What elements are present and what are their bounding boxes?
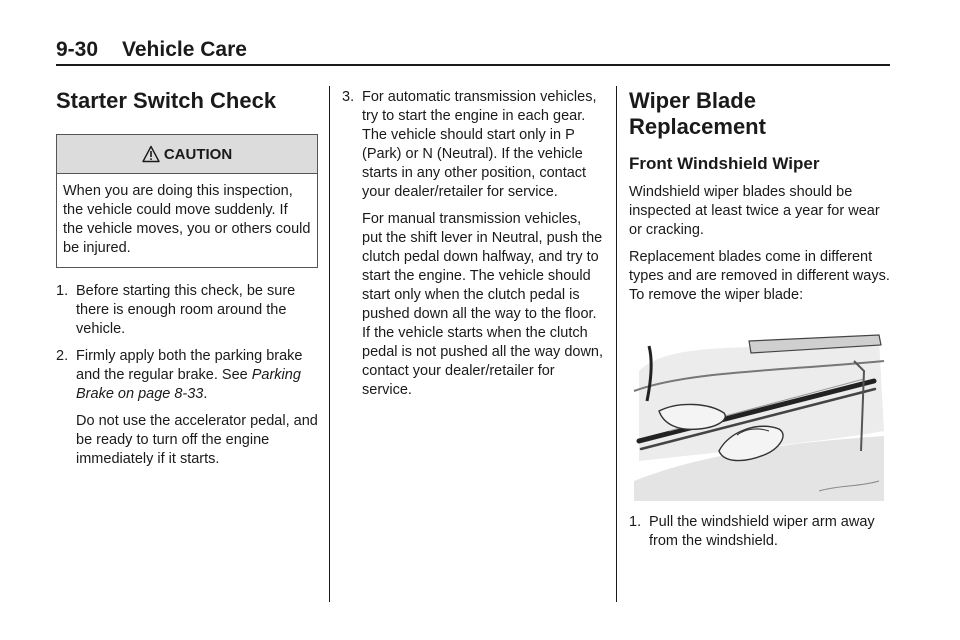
front-wiper-subheading: Front Windshield Wiper [629, 154, 820, 173]
column-divider-2 [616, 86, 617, 602]
warning-icon [142, 145, 160, 163]
list-item [342, 88, 604, 400]
wiper-paragraph-2: Replacement blades come in different types and are removed in different ways. To remove the wiper blade: [629, 249, 890, 303]
step-number: 1. [629, 514, 642, 530]
starter-steps [56, 282, 318, 469]
column-3 [629, 88, 891, 551]
running-header [56, 38, 247, 62]
wiper-steps [629, 513, 891, 551]
step-text: Firmly apply both the parking brake and the regular brake. See [76, 348, 303, 383]
step-note: For manual transmission vehicles, put the shift lever in Neutral, push the clutch pedal down halfway, and try to start the engine. The vehicle should start only when the clutch pedal is pushed down all the way to the floor. If the vehicle starts when the clutch pedal is not pushed all the way down, contact your dealer/retailer for service. [362, 211, 604, 398]
caution-text: When you are doing this inspection, the vehicle could move suddenly. If the vehicle moves, you or others could be injured. [63, 183, 311, 256]
caution-header [57, 135, 317, 174]
list-item [629, 513, 891, 551]
step-number: 1. [56, 283, 69, 299]
caution-box [56, 134, 318, 268]
section-title: Vehicle Care [122, 38, 247, 61]
column-divider-1 [329, 86, 330, 602]
list-item [56, 347, 318, 469]
step-text-wrap [76, 347, 318, 404]
step-text: Pull the windshield wiper arm away from the windshield. [649, 514, 875, 549]
page-number: 9-30 [56, 38, 99, 61]
step-text: For automatic transmission vehicles, try to start the engine in each gear. The vehicle should start only in P (Park) or N (Neutral). If the vehicle starts in any other position, contact your dealer/retailer for service. [362, 89, 597, 200]
caution-label: CAUTION [163, 145, 233, 163]
list-item [56, 282, 318, 339]
wiper-blade-illustration [629, 331, 889, 501]
cross-reference-link[interactable]: Parking Brake on page 8-33 [76, 367, 301, 402]
column-1 [56, 88, 318, 469]
wiper-paragraph-1: Windshield wiper blades should be inspected at least twice a year for wear or cracking. [629, 184, 880, 238]
step-text-end: . [203, 386, 208, 402]
starter-steps-continued [342, 88, 604, 400]
starter-switch-heading: Starter Switch Check [56, 88, 277, 113]
column-2 [342, 88, 604, 400]
step-number: 2. [56, 348, 69, 364]
header-rule [56, 64, 890, 66]
step-note: Do not use the accelerator pedal, and be ready to turn off the engine immediately if it starts. [76, 413, 318, 467]
step-text: Before starting this check, be sure there is enough room around the vehicle. [76, 283, 296, 337]
wiper-replacement-heading: Wiper Blade Replacement [629, 88, 766, 139]
step-number: 3. [342, 89, 355, 105]
